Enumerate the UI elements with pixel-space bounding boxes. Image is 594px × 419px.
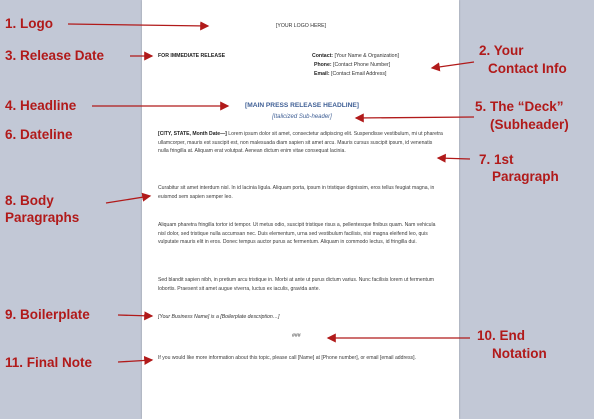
label-end-1: 10. End — [477, 328, 526, 343]
subheader-text: [Italicized Sub-header] — [272, 114, 332, 120]
logo-placeholder: [YOUR LOGO HERE] — [275, 23, 327, 29]
body-paragraph-2: Curabitur sit amet interdum nisl. In id lacinia ligula. Aliquam porta, ipsum in tristique dignissim, eros tellus feugiat magna, in euismod sem sapien semper leo. — [158, 185, 435, 200]
release-date-text: FOR IMMEDIATE RELEASE — [158, 53, 226, 59]
arrow-logo — [68, 24, 208, 26]
label-end-2: Notation — [492, 346, 547, 361]
headline-text: [MAIN PRESS RELEASE HEADLINE] — [245, 102, 359, 109]
arrow-final-note — [118, 360, 152, 362]
label-dateline: 6. Dateline — [5, 127, 73, 142]
label-contact-2: Contact Info — [488, 61, 567, 76]
label-body-2: Paragraphs — [5, 210, 80, 225]
label-body-1: 8. Body — [5, 193, 54, 208]
label-release-date: 3. Release Date — [5, 48, 105, 63]
label-headline: 4. Headline — [5, 98, 77, 113]
label-deck-2: (Subheader) — [490, 117, 569, 132]
label-first-para-1: 7. 1st — [479, 152, 514, 167]
label-deck-1: 5. The “Deck” — [475, 99, 564, 114]
end-notation-text: ### — [292, 333, 301, 339]
boilerplate-text: [Your Business Name] is a [Boilerplate description…] — [158, 314, 280, 320]
dateline-text: [CITY, STATE, Month Date—] — [158, 131, 227, 137]
label-contact-1: 2. Your — [479, 43, 524, 58]
label-first-para-2: Paragraph — [492, 169, 559, 184]
label-logo: 1. Logo — [5, 16, 53, 31]
first-paragraph-text: Lorem ipsum dolor sit amet, consectetur adipiscing elit. Suspendisse vestibulum, mi ut pharetra ullamcorper, mauris est suscipit est, non malesuada diam sapien sit amet arcu. Mauris cursus suscipit ipsum, id venenatis nulla fringilla at. Aliquam erat volutpat. Aenean dictum enim vitae consequat lacinia. — [158, 131, 443, 155]
body-paragraph-4: Sed blandit sapien nibh, in pretium arcu tristique in. Morbi at ante ut purus dictum varius. Nunc facilisis lorem ut fermentum lobortis. Praesent sit amet augue viverra, luctus ex iaculis, gravida ante. — [158, 277, 435, 292]
contact-value: [Your Name & Organization] — [334, 53, 399, 59]
final-note-text: If you would like more information about this topic, please call [Name] at [Phone number], or email [email address]. — [158, 355, 416, 361]
arrow-boilerplate — [118, 315, 152, 316]
label-final-note: 11. Final Note — [5, 355, 93, 370]
arrow-body — [106, 196, 150, 203]
arrow-first-paragraph — [438, 158, 470, 159]
phone-value: [Contact Phone Number] — [333, 62, 391, 68]
arrow-deck — [356, 117, 474, 118]
contact-label: Contact: — [312, 53, 334, 59]
label-boilerplate: 9. Boilerplate — [5, 307, 90, 322]
arrow-contact — [432, 62, 474, 68]
email-label: Email: — [314, 71, 330, 77]
body-paragraph-3: Aliquam pharetra fringilla tortor id tempor. Ut metus odio, suscipit tristique risus a, pellentesque finibus quam. Nam vehicula nisl dolor, sed tristique nulla accumsan nec. Duis elementum, urna sed vestibulum facilisis, nisi magna eleifend leo, quis vulputate mauris elit in eros. Donec tempus auctor purus ac fermentum. Aliquam in commodo lectus, id fringilla dui. — [158, 222, 436, 246]
phone-label: Phone: — [314, 62, 332, 68]
email-value: [Contact Email Address] — [331, 71, 387, 77]
